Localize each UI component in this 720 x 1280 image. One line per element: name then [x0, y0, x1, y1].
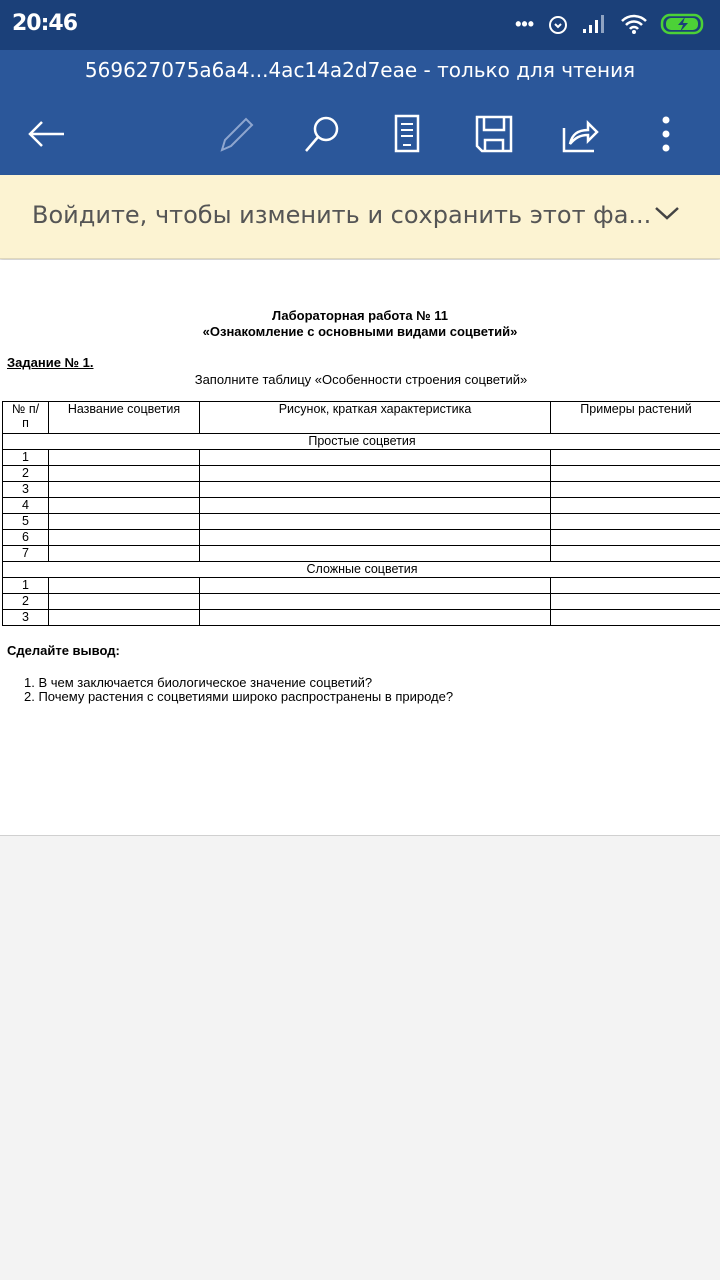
- section-row: [3, 434, 720, 450]
- task-heading: Задание № 1.: [7, 355, 94, 370]
- empty-cell: [200, 546, 551, 562]
- empty-cell: [49, 530, 200, 546]
- row-number: 1: [3, 578, 49, 594]
- row-number: 1: [3, 450, 49, 466]
- empty-cell: [551, 450, 720, 466]
- table-row: [3, 498, 720, 514]
- floppy-disk-icon: [474, 114, 514, 154]
- status-time: 20:46: [12, 11, 78, 36]
- sign-in-banner[interactable]: [0, 175, 720, 259]
- share-icon: [560, 114, 600, 154]
- table-row: [3, 450, 720, 466]
- table-row: [3, 482, 720, 498]
- row-number: 2: [3, 466, 49, 482]
- empty-cell: [49, 450, 200, 466]
- row-number: 4: [3, 498, 49, 514]
- back-arrow-icon: [26, 119, 66, 149]
- empty-cell: [200, 530, 551, 546]
- table-row: [3, 594, 720, 610]
- empty-cell: [49, 546, 200, 562]
- search-icon: [302, 114, 342, 154]
- alarm-icon: [546, 12, 570, 36]
- more-notifications-icon: •••: [515, 13, 534, 34]
- conclusion-label: Сделайте вывод:: [7, 643, 120, 658]
- row-number: 3: [3, 482, 49, 498]
- pencil-icon: [216, 114, 256, 154]
- questions-list: [24, 676, 453, 704]
- table-row: [3, 530, 720, 546]
- lab-subtitle: «Ознакомление с основными видами соцветий»: [202, 324, 518, 339]
- question-item: 1. В чем заключается биологическое значение соцветий?: [24, 675, 373, 690]
- app-bar: [0, 50, 720, 175]
- back-button[interactable]: [24, 112, 68, 156]
- empty-cell: [551, 514, 720, 530]
- lab-title: Лабораторная работа № 11: [271, 308, 449, 323]
- battery-charging-icon: [660, 12, 708, 36]
- signal-icon: [582, 14, 608, 34]
- empty-cell: [551, 498, 720, 514]
- share-button[interactable]: [558, 112, 602, 156]
- empty-cell: [200, 450, 551, 466]
- empty-cell: [49, 594, 200, 610]
- empty-cell: [49, 610, 200, 626]
- table-row: [3, 546, 720, 562]
- empty-cell: [551, 578, 720, 594]
- banner-text: Войдите, чтобы изменить и сохранить этот фа...: [32, 201, 652, 229]
- instruction: Заполните таблицу «Особенности строения соцветий»: [194, 372, 528, 387]
- empty-cell: [200, 482, 551, 498]
- header-description: Рисунок, краткая характеристика: [200, 402, 551, 434]
- header-number: № п/п: [3, 402, 49, 434]
- document-page: [0, 260, 720, 836]
- mobile-view-button[interactable]: [385, 112, 429, 156]
- empty-cell: [551, 610, 720, 626]
- empty-cell: [551, 546, 720, 562]
- save-button[interactable]: [472, 112, 516, 156]
- row-number: 6: [3, 530, 49, 546]
- question-item: 2. Почему растения с соцветиями широко распространены в природе?: [24, 689, 454, 704]
- empty-cell: [200, 578, 551, 594]
- header-examples: Примеры растений: [551, 402, 720, 434]
- empty-cell: [49, 466, 200, 482]
- section-title: Простые соцветия: [3, 434, 720, 450]
- document-title: 569627075a6a4...4ac14a2d7eae - только для чтения: [84, 58, 636, 82]
- table-row: [3, 578, 720, 594]
- section-row: [3, 562, 720, 578]
- empty-cell: [200, 594, 551, 610]
- chevron-down-icon[interactable]: [654, 205, 680, 221]
- empty-cell: [551, 594, 720, 610]
- empty-cell: [551, 466, 720, 482]
- status-bar: [0, 0, 720, 50]
- empty-cell: [49, 498, 200, 514]
- empty-cell: [49, 578, 200, 594]
- edit-button[interactable]: [214, 112, 258, 156]
- mobile-view-icon: [392, 114, 422, 154]
- table-row: [3, 466, 720, 482]
- row-number: 5: [3, 514, 49, 530]
- wifi-icon: [620, 13, 648, 35]
- empty-cell: [49, 482, 200, 498]
- row-number: 2: [3, 594, 49, 610]
- table-header-row: [3, 402, 720, 434]
- section-title: Сложные соцветия: [3, 562, 720, 578]
- empty-cell: [200, 498, 551, 514]
- inflorescence-table: [2, 401, 720, 626]
- more-options-button[interactable]: [644, 112, 688, 156]
- empty-cell: [200, 610, 551, 626]
- table-row: [3, 514, 720, 530]
- row-number: 3: [3, 610, 49, 626]
- empty-cell: [200, 466, 551, 482]
- empty-cell: [49, 514, 200, 530]
- empty-cell: [551, 530, 720, 546]
- row-number: 7: [3, 546, 49, 562]
- table-row: [3, 610, 720, 626]
- more-vertical-icon: [661, 114, 671, 154]
- search-button[interactable]: [300, 112, 344, 156]
- header-name: Название соцветия: [49, 402, 200, 434]
- empty-cell: [551, 482, 720, 498]
- empty-cell: [200, 514, 551, 530]
